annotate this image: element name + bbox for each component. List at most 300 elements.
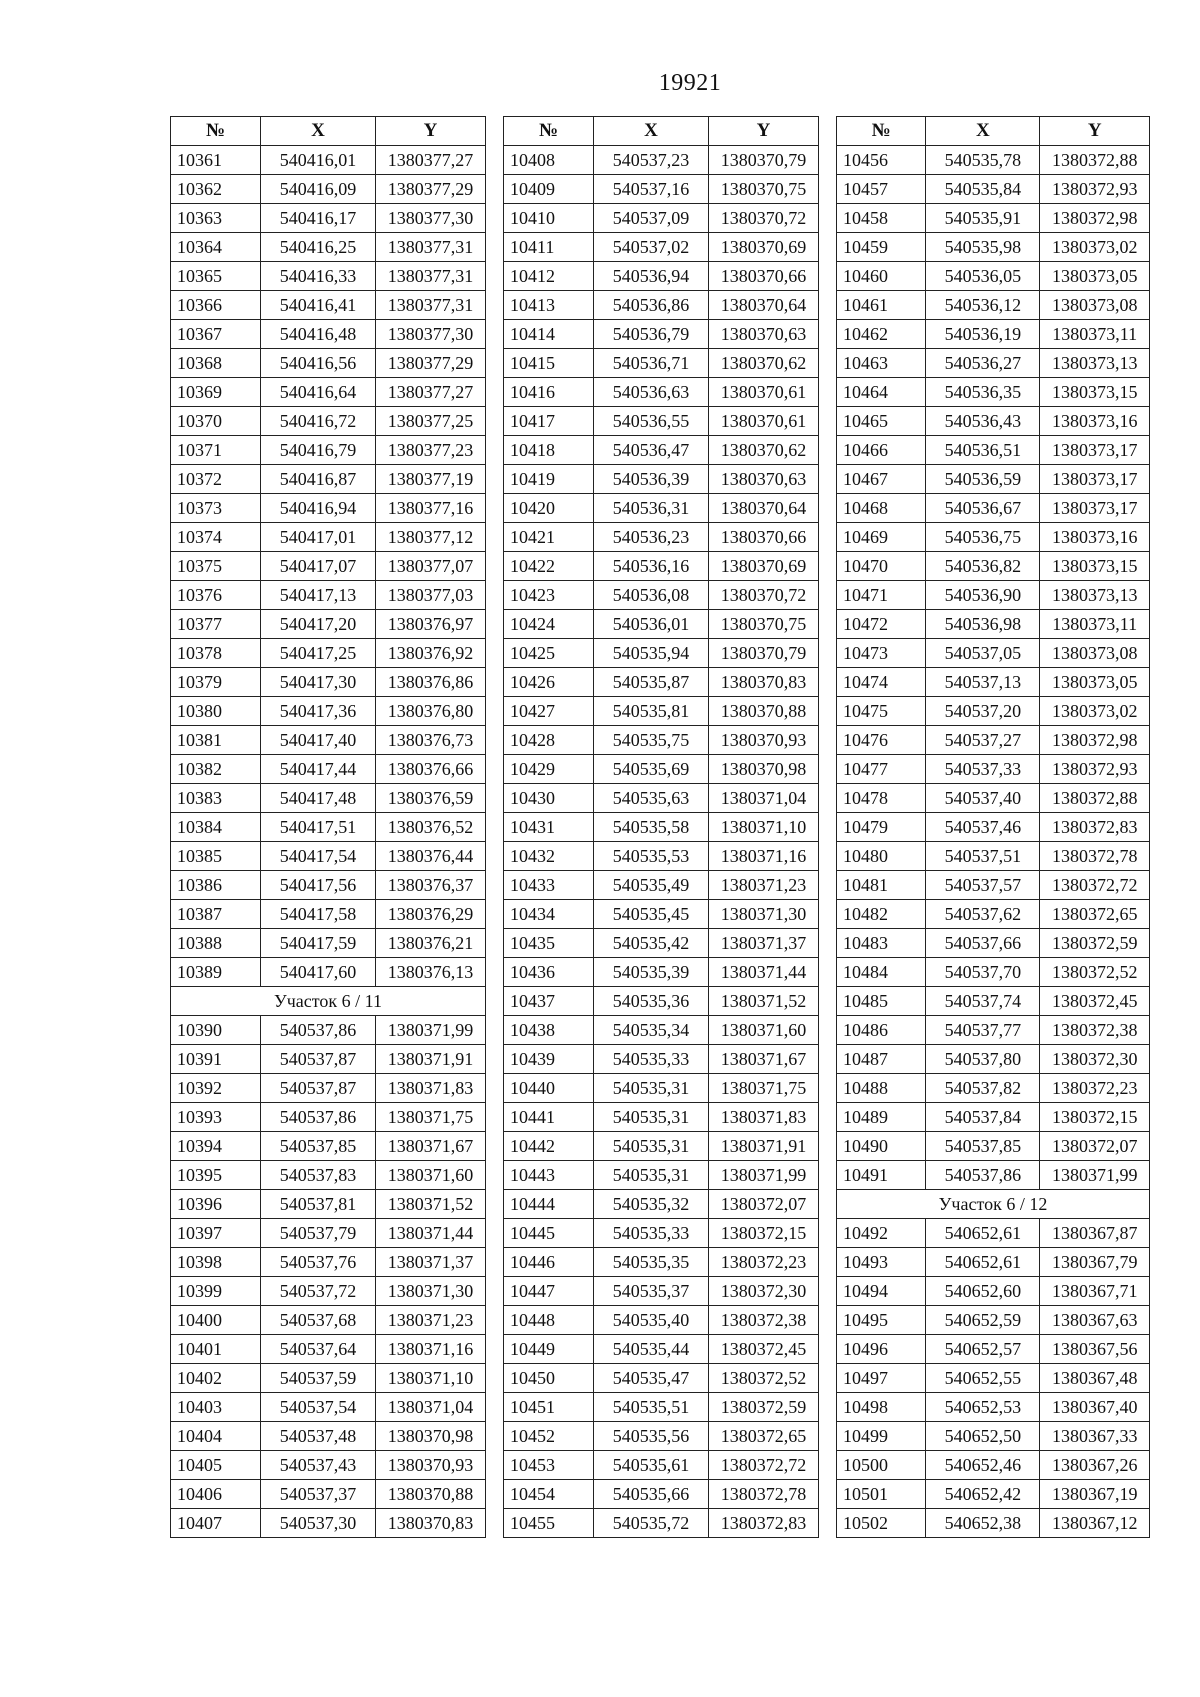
coord-y: 1380372,30 (1040, 1045, 1150, 1074)
point-number: 10377 (171, 610, 261, 639)
coord-x: 540537,87 (261, 1045, 376, 1074)
point-number: 10421 (504, 523, 594, 552)
coord-y: 1380371,91 (376, 1045, 486, 1074)
point-number: 10462 (837, 320, 926, 349)
point-number: 10471 (837, 581, 926, 610)
coord-x: 540535,37 (594, 1277, 709, 1306)
coord-y: 1380372,07 (1040, 1132, 1150, 1161)
table-row (171, 1451, 486, 1480)
coord-x: 540416,09 (261, 175, 376, 204)
coord-x: 540537,54 (261, 1393, 376, 1422)
point-number: 10362 (171, 175, 261, 204)
coord-y: 1380377,29 (376, 349, 486, 378)
coord-y: 1380376,29 (376, 900, 486, 929)
coord-y: 1380373,17 (1040, 436, 1150, 465)
coord-x: 540537,64 (261, 1335, 376, 1364)
coord-x: 540652,60 (926, 1277, 1040, 1306)
coord-x: 540535,31 (594, 1161, 709, 1190)
coord-x: 540537,40 (926, 784, 1040, 813)
coord-y: 1380370,61 (709, 378, 819, 407)
point-number: 10372 (171, 465, 261, 494)
point-number: 10435 (504, 929, 594, 958)
table-row (504, 175, 819, 204)
point-number: 10370 (171, 407, 261, 436)
table-row (504, 291, 819, 320)
point-number: 10401 (171, 1335, 261, 1364)
coord-y: 1380371,44 (376, 1219, 486, 1248)
coord-y: 1380373,02 (1040, 697, 1150, 726)
table-row (504, 1016, 819, 1045)
coord-y: 1380373,16 (1040, 407, 1150, 436)
point-number: 10449 (504, 1335, 594, 1364)
table-row (504, 1422, 819, 1451)
section-row (171, 987, 486, 1016)
coord-x: 540536,55 (594, 407, 709, 436)
section-row (837, 1190, 1150, 1219)
coord-y: 1380377,19 (376, 465, 486, 494)
coord-x: 540417,36 (261, 697, 376, 726)
coord-x: 540535,75 (594, 726, 709, 755)
point-number: 10415 (504, 349, 594, 378)
coord-x: 540417,44 (261, 755, 376, 784)
coord-y: 1380373,02 (1040, 233, 1150, 262)
table-row (171, 552, 486, 581)
coord-y: 1380377,03 (376, 581, 486, 610)
point-number: 10361 (171, 146, 261, 175)
coord-x: 540537,16 (594, 175, 709, 204)
header-x: X (261, 117, 376, 146)
coord-y: 1380367,19 (1040, 1480, 1150, 1509)
coord-y: 1380373,11 (1040, 610, 1150, 639)
point-number: 10461 (837, 291, 926, 320)
point-number: 10491 (837, 1161, 926, 1190)
table-row (171, 262, 486, 291)
point-number: 10499 (837, 1422, 926, 1451)
coord-x: 540537,20 (926, 697, 1040, 726)
coord-x: 540536,86 (594, 291, 709, 320)
point-number: 10428 (504, 726, 594, 755)
coord-x: 540416,79 (261, 436, 376, 465)
point-number: 10369 (171, 378, 261, 407)
point-number: 10431 (504, 813, 594, 842)
point-number: 10501 (837, 1480, 926, 1509)
coord-y: 1380373,17 (1040, 494, 1150, 523)
coord-y: 1380373,05 (1040, 668, 1150, 697)
coordinate-tables (170, 116, 1150, 1588)
coord-y: 1380371,99 (376, 1016, 486, 1045)
table-row (171, 755, 486, 784)
point-number: 10373 (171, 494, 261, 523)
coord-y: 1380367,12 (1040, 1509, 1150, 1538)
coord-x: 540535,39 (594, 958, 709, 987)
point-number: 10468 (837, 494, 926, 523)
table-row (504, 1393, 819, 1422)
point-number: 10439 (504, 1045, 594, 1074)
table-row (837, 1248, 1150, 1277)
table-row (504, 1248, 819, 1277)
coord-y: 1380371,60 (376, 1161, 486, 1190)
point-number: 10390 (171, 1016, 261, 1045)
coord-x: 540536,27 (926, 349, 1040, 378)
coord-x: 540535,35 (594, 1248, 709, 1277)
coord-x: 540417,25 (261, 639, 376, 668)
coord-x: 540535,72 (594, 1509, 709, 1538)
point-number: 10385 (171, 842, 261, 871)
coord-y: 1380372,15 (1040, 1103, 1150, 1132)
point-number: 10443 (504, 1161, 594, 1190)
point-number: 10399 (171, 1277, 261, 1306)
table-row (837, 610, 1150, 639)
table-row (837, 871, 1150, 900)
coordinate-table-2 (503, 116, 819, 1538)
coord-x: 540652,38 (926, 1509, 1040, 1538)
coord-x: 540536,08 (594, 581, 709, 610)
table-row (171, 581, 486, 610)
coord-x: 540535,91 (926, 204, 1040, 233)
point-number: 10380 (171, 697, 261, 726)
coord-y: 1380370,88 (376, 1480, 486, 1509)
point-number: 10417 (504, 407, 594, 436)
table-row (504, 929, 819, 958)
table-row (171, 1219, 486, 1248)
coord-y: 1380376,21 (376, 929, 486, 958)
point-number: 10457 (837, 175, 926, 204)
coord-y: 1380376,37 (376, 871, 486, 900)
coord-x: 540537,37 (261, 1480, 376, 1509)
point-number: 10458 (837, 204, 926, 233)
table-row (504, 320, 819, 349)
point-number: 10490 (837, 1132, 926, 1161)
point-number: 10438 (504, 1016, 594, 1045)
coord-x: 540537,48 (261, 1422, 376, 1451)
coord-x: 540535,47 (594, 1364, 709, 1393)
coord-y: 1380370,83 (376, 1509, 486, 1538)
coord-x: 540535,84 (926, 175, 1040, 204)
point-number: 10432 (504, 842, 594, 871)
coordinate-table-1 (170, 116, 486, 1538)
point-number: 10429 (504, 755, 594, 784)
table-row (837, 175, 1150, 204)
point-number: 10486 (837, 1016, 926, 1045)
coord-x: 540537,82 (926, 1074, 1040, 1103)
coord-y: 1380370,83 (709, 668, 819, 697)
point-number: 10485 (837, 987, 926, 1016)
coord-x: 540536,31 (594, 494, 709, 523)
coord-x: 540416,48 (261, 320, 376, 349)
table-row (504, 465, 819, 494)
point-number: 10425 (504, 639, 594, 668)
table-row (837, 1132, 1150, 1161)
point-number: 10424 (504, 610, 594, 639)
table-row (171, 320, 486, 349)
point-number: 10411 (504, 233, 594, 262)
coord-y: 1380371,91 (709, 1132, 819, 1161)
coord-y: 1380370,62 (709, 436, 819, 465)
coord-x: 540416,41 (261, 291, 376, 320)
coord-y: 1380371,23 (376, 1306, 486, 1335)
table-row (171, 871, 486, 900)
coord-x: 540537,33 (926, 755, 1040, 784)
point-number: 10437 (504, 987, 594, 1016)
coord-y: 1380370,93 (376, 1451, 486, 1480)
table-row (171, 784, 486, 813)
table-row (504, 436, 819, 465)
coord-x: 540652,50 (926, 1422, 1040, 1451)
table-row (837, 320, 1150, 349)
table-header-row (171, 117, 486, 146)
coord-x: 540416,25 (261, 233, 376, 262)
coord-x: 540535,81 (594, 697, 709, 726)
coord-x: 540537,13 (926, 668, 1040, 697)
table-row (504, 987, 819, 1016)
table-row (171, 291, 486, 320)
coord-y: 1380372,59 (1040, 929, 1150, 958)
table-row (837, 1277, 1150, 1306)
coord-y: 1380377,27 (376, 146, 486, 175)
coord-x: 540536,43 (926, 407, 1040, 436)
coord-y: 1380372,15 (709, 1219, 819, 1248)
point-number: 10393 (171, 1103, 261, 1132)
coord-x: 540537,05 (926, 639, 1040, 668)
table-row (171, 378, 486, 407)
coord-x: 540535,42 (594, 929, 709, 958)
coord-y: 1380377,31 (376, 291, 486, 320)
table-row (171, 1393, 486, 1422)
coord-x: 540537,59 (261, 1364, 376, 1393)
point-number: 10474 (837, 668, 926, 697)
coord-y: 1380372,72 (1040, 871, 1150, 900)
point-number: 10488 (837, 1074, 926, 1103)
coord-x: 540537,79 (261, 1219, 376, 1248)
coord-y: 1380372,93 (1040, 755, 1150, 784)
coord-x: 540537,80 (926, 1045, 1040, 1074)
table-row (504, 1045, 819, 1074)
coord-x: 540536,94 (594, 262, 709, 291)
coord-y: 1380371,83 (709, 1103, 819, 1132)
table-row (504, 262, 819, 291)
point-number: 10407 (171, 1509, 261, 1538)
coord-x: 540536,71 (594, 349, 709, 378)
coord-y: 1380377,12 (376, 523, 486, 552)
point-number: 10456 (837, 146, 926, 175)
coord-x: 540417,60 (261, 958, 376, 987)
coord-x: 540652,61 (926, 1219, 1040, 1248)
table-header-row (504, 117, 819, 146)
table-row (171, 900, 486, 929)
table-row (837, 958, 1150, 987)
table-row (171, 813, 486, 842)
point-number: 10496 (837, 1335, 926, 1364)
coord-x: 540536,98 (926, 610, 1040, 639)
point-number: 10413 (504, 291, 594, 320)
table-row (171, 929, 486, 958)
coord-x: 540417,58 (261, 900, 376, 929)
table-row (504, 871, 819, 900)
coord-x: 540535,34 (594, 1016, 709, 1045)
point-number: 10419 (504, 465, 594, 494)
point-number: 10365 (171, 262, 261, 291)
table-row (837, 1045, 1150, 1074)
header-x: X (926, 117, 1040, 146)
table-row (504, 349, 819, 378)
coord-x: 540417,54 (261, 842, 376, 871)
point-number: 10487 (837, 1045, 926, 1074)
table-row (837, 349, 1150, 378)
table-row (171, 436, 486, 465)
table-row (171, 610, 486, 639)
point-number: 10374 (171, 523, 261, 552)
table-row (837, 523, 1150, 552)
point-number: 10481 (837, 871, 926, 900)
table-row (171, 726, 486, 755)
table-row (171, 1480, 486, 1509)
table-row (837, 1016, 1150, 1045)
coord-y: 1380372,52 (709, 1364, 819, 1393)
coord-y: 1380377,27 (376, 378, 486, 407)
coord-x: 540535,58 (594, 813, 709, 842)
point-number: 10389 (171, 958, 261, 987)
table-row (504, 1103, 819, 1132)
coord-x: 540652,57 (926, 1335, 1040, 1364)
table-row (504, 146, 819, 175)
coord-y: 1380376,86 (376, 668, 486, 697)
point-number: 10375 (171, 552, 261, 581)
point-number: 10467 (837, 465, 926, 494)
coord-y: 1380370,62 (709, 349, 819, 378)
point-number: 10406 (171, 1480, 261, 1509)
header-y: Y (376, 117, 486, 146)
table-row (504, 1364, 819, 1393)
table-row (171, 349, 486, 378)
point-number: 10454 (504, 1480, 594, 1509)
table-row (837, 494, 1150, 523)
coord-x: 540536,01 (594, 610, 709, 639)
table-row (171, 1248, 486, 1277)
header-number: № (504, 117, 594, 146)
table-row (504, 1074, 819, 1103)
table-row (504, 552, 819, 581)
point-number: 10436 (504, 958, 594, 987)
table-row (837, 146, 1150, 175)
table-row (837, 668, 1150, 697)
coord-y: 1380370,72 (709, 581, 819, 610)
point-number: 10480 (837, 842, 926, 871)
coord-x: 540416,94 (261, 494, 376, 523)
coord-y: 1380371,10 (709, 813, 819, 842)
coord-x: 540535,53 (594, 842, 709, 871)
coord-x: 540417,13 (261, 581, 376, 610)
point-number: 10479 (837, 813, 926, 842)
header-number: № (171, 117, 261, 146)
point-number: 10447 (504, 1277, 594, 1306)
coord-y: 1380373,15 (1040, 552, 1150, 581)
section-label: Участок 6 / 11 (171, 987, 486, 1016)
coord-y: 1380373,08 (1040, 291, 1150, 320)
coord-x: 540536,19 (926, 320, 1040, 349)
coord-y: 1380371,10 (376, 1364, 486, 1393)
point-number: 10472 (837, 610, 926, 639)
coord-x: 540535,69 (594, 755, 709, 784)
coord-x: 540537,57 (926, 871, 1040, 900)
table-row (171, 842, 486, 871)
point-number: 10386 (171, 871, 261, 900)
table-row (171, 1016, 486, 1045)
table-row (504, 204, 819, 233)
coord-y: 1380371,04 (376, 1393, 486, 1422)
table-row (171, 1161, 486, 1190)
table-row (837, 1306, 1150, 1335)
coord-x: 540536,16 (594, 552, 709, 581)
table-row (837, 1393, 1150, 1422)
table-row (171, 407, 486, 436)
table-row (504, 1480, 819, 1509)
coord-y: 1380373,13 (1040, 581, 1150, 610)
coord-x: 540416,72 (261, 407, 376, 436)
coord-x: 540535,98 (926, 233, 1040, 262)
coord-x: 540416,17 (261, 204, 376, 233)
coord-y: 1380377,31 (376, 262, 486, 291)
coord-x: 540417,20 (261, 610, 376, 639)
coord-x: 540535,32 (594, 1190, 709, 1219)
point-number: 10466 (837, 436, 926, 465)
coord-y: 1380377,16 (376, 494, 486, 523)
coord-x: 540535,31 (594, 1132, 709, 1161)
coord-x: 540537,85 (261, 1132, 376, 1161)
table-row (171, 958, 486, 987)
coord-y: 1380371,16 (376, 1335, 486, 1364)
point-number: 10368 (171, 349, 261, 378)
coord-y: 1380371,99 (1040, 1161, 1150, 1190)
coord-y: 1380372,93 (1040, 175, 1150, 204)
coord-x: 540537,68 (261, 1306, 376, 1335)
coord-y: 1380377,31 (376, 233, 486, 262)
table-row (837, 233, 1150, 262)
point-number: 10382 (171, 755, 261, 784)
point-number: 10371 (171, 436, 261, 465)
coord-y: 1380371,75 (376, 1103, 486, 1132)
coord-x: 540417,56 (261, 871, 376, 900)
coord-x: 540417,30 (261, 668, 376, 697)
point-number: 10427 (504, 697, 594, 726)
coord-x: 540535,63 (594, 784, 709, 813)
point-number: 10497 (837, 1364, 926, 1393)
point-number: 10388 (171, 929, 261, 958)
coord-y: 1380370,64 (709, 291, 819, 320)
coord-y: 1380376,73 (376, 726, 486, 755)
coord-y: 1380372,78 (1040, 842, 1150, 871)
coord-y: 1380367,87 (1040, 1219, 1150, 1248)
coord-x: 540537,09 (594, 204, 709, 233)
point-number: 10367 (171, 320, 261, 349)
coord-y: 1380367,26 (1040, 1451, 1150, 1480)
coord-y: 1380372,98 (1040, 204, 1150, 233)
point-number: 10426 (504, 668, 594, 697)
header-number: № (837, 117, 926, 146)
table-row (837, 1161, 1150, 1190)
point-number: 10422 (504, 552, 594, 581)
table-row (504, 378, 819, 407)
coord-x: 540535,66 (594, 1480, 709, 1509)
coord-y: 1380367,40 (1040, 1393, 1150, 1422)
coord-y: 1380370,98 (709, 755, 819, 784)
table-row (837, 813, 1150, 842)
coord-y: 1380372,78 (709, 1480, 819, 1509)
table-row (837, 726, 1150, 755)
point-number: 10376 (171, 581, 261, 610)
coord-y: 1380372,38 (1040, 1016, 1150, 1045)
table-row (837, 465, 1150, 494)
table-row (837, 697, 1150, 726)
